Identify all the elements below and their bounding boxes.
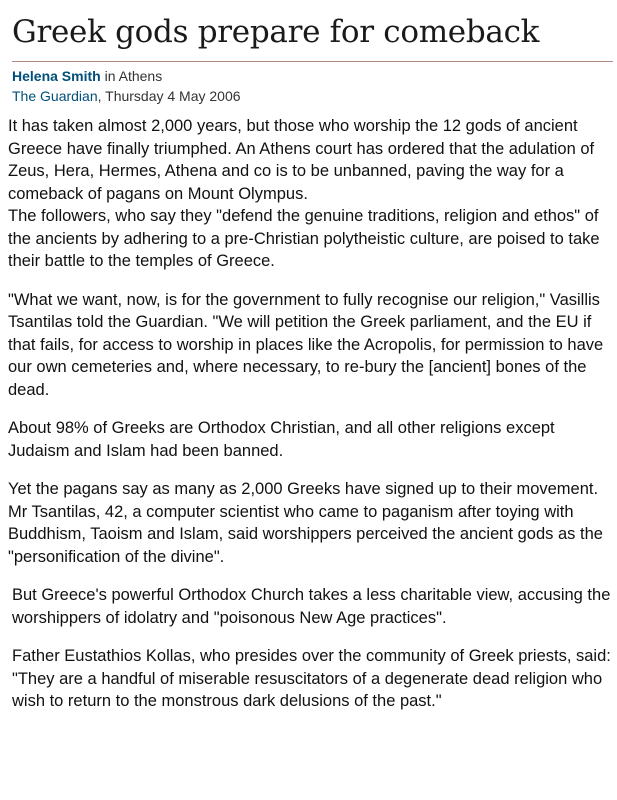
headline-divider [12,61,613,62]
article-body [8,115,613,729]
publication-link[interactable]: The Guardian [12,88,98,104]
byline [12,66,241,106]
article-paragraph-4: About 98% of Greeks are Orthodox Christian, and all other religions except Judaism and Islam had been banned. [8,419,555,460]
article-paragraph-6: But Greece's powerful Orthodox Church takes a less charitable view, accusing the worshippers of idolatry and "poisonous New Age practices". [12,586,611,627]
byline-author-line [12,66,241,86]
byline-source-line [12,86,241,106]
byline-location: in Athens [100,68,163,84]
article-headline: Greek gods prepare for comeback [12,14,540,50]
publication-date: , Thursday 4 May 2006 [97,88,241,104]
article-paragraph-2: The followers, who say they "defend the genuine traditions, religion and ethos" of the ancients by adhering to a pre-Christian polytheistic culture, are poised to take their battle to the temples of Greece. [8,207,600,270]
author-link[interactable]: Helena Smith [12,68,101,84]
article-paragraph-5: Yet the pagans say as many as 2,000 Greeks have signed up to their movement. Mr Tsantilas, 42, a computer scientist who came to paganism after toying with Buddhism, Taoism and Islam, said worshippers perceived the ancient gods as the "personification of the divine". [8,480,603,566]
paragraph-group-intro [8,115,613,273]
article-paragraph-7: Father Eustathios Kollas, who presides over the community of Greek priests, said: "They are a handful of miserable resuscitators of a degenerate dead religion who wish to return to the monstrous dark delusions of the past." [12,647,611,710]
article-paragraph-1: It has taken almost 2,000 years, but those who worship the 12 gods of ancient Greece have finally triumphed. An Athens court has ordered that the adulation of Zeus, Hera, Hermes, Athena and co is to be unbanned, paving the way for a comeback of pagans on Mount Olympus. [8,117,595,203]
article-paragraph-3: "What we want, now, is for the government to fully recognise our religion," Vasillis Tsantilas told the Guardian. "We will petition the Greek parliament, and the EU if that fails, for access to worship in places like the Acropolis, for permission to have our own cemeteries and, where necessary, to re-bury the [ancient] bones of the dead. [8,290,604,399]
